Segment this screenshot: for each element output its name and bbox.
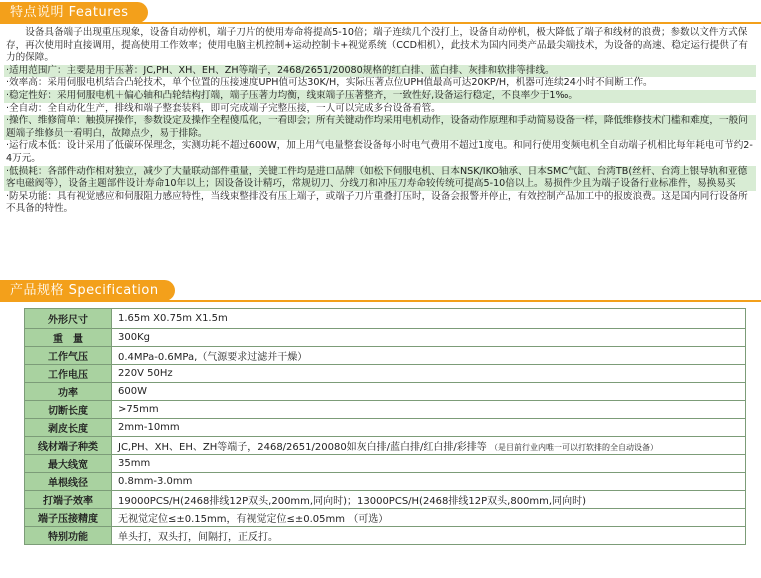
spec-value: 19000PCS/H(2468排线12P双头,200mm,同向时)；13000PCS/H(2468排线12P双头,800mm,同向时) [112,491,746,509]
spec-value: 0.8mm-3.0mm [112,473,746,491]
table-row [25,347,746,365]
features-tab: 特点说明 Features [0,2,148,23]
spec-key: 重 量 [25,329,112,347]
feature-item-range: ·适用范围广：主要是用于压著：JC,PH、XH、EH、ZH等端子，2468/2651/20080规格的红白排、蓝白排、灰排和软排等排线。 [4,65,756,78]
spec-divider [0,300,761,302]
table-row [25,419,746,437]
feature-item-stability: ·稳定性好：采用伺服电机＋偏心轴和凸轮结构打端，端子压著力均衡，线束端子压著整齐，一致性好,设备运行稳定，不良率少于1‰。 [4,90,756,103]
spec-key: 剥皮长度 [25,419,112,437]
table-row [25,527,746,545]
features-section [4,27,756,216]
spec-key: 切断长度 [25,401,112,419]
table-row [25,401,746,419]
features-intro: 设备具备端子出现重压现象，设备自动停机，端子刀片的使用寿命将提高5-10倍；端子连续几个没打上，设备自动停机，极大降低了端子和线材的浪费；参数以文件方式保存，再次使用时直接调用，提高使用工作效率；使用电脑主机控制+运动控制卡+视觉系统（CCD相机），此技术为国内同类产品最尖端技术，为设备的高速、稳定运行提供了有力的保障。 [6,27,748,64]
features-divider [0,22,761,24]
table-row [25,491,746,509]
spec-value: 2mm-10mm [112,419,746,437]
spec-value: 0.4MPa-0.6MPa,（气源要求过滤并干燥） [112,347,746,365]
table-row [25,365,746,383]
spec-tab: 产品规格 Specification [0,280,175,301]
spec-value: 单头打，双头打，间隔打，正反打。 [112,527,746,545]
feature-item-operation: ·操作、维修简单：触摸屏操作，参数设定及操作全程傻瓜化，一看即会；所有关键动作均采用电机动作，设备动作原理和手动简易设备一样，降低维修技术门槛和难度，一般问题端子维修员一看明白，故障点少，易于排除。 [4,115,756,140]
spec-key: 工作电压 [25,365,112,383]
spec-key: 工作气压 [25,347,112,365]
table-row [25,329,746,347]
spec-key: 特别功能 [25,527,112,545]
spec-key: 外形尺寸 [25,309,112,329]
spec-key: 端子压接精度 [25,509,112,527]
table-row [25,473,746,491]
spec-value: 600W [112,383,746,401]
spec-key: 打端子效率 [25,491,112,509]
feature-item-automation: ·全自动：全自动化生产，排线和端子整套装料，即可完成端子完整压接，一人可以完成多台设备看管。 [6,102,441,114]
feature-item-foolproof: ·防呆功能：具有视觉感应和伺服阻力感应特性，当线束整排没有压上端子，或端子刀片重叠打压时，设备会报警并停止，有效控制产品加工中的报废浪费。这是国内同行设备所不具备的特性。 [6,190,748,215]
spec-value: 220V 50Hz [112,365,746,383]
spec-note: （是目前行业内唯一可以打软排的全自动设备） [489,443,658,452]
spec-value: 无视觉定位≤±0.15mm，有视觉定位≤±0.05mm （可选） [112,509,746,527]
feature-item-efficiency: ·效率高：采用伺服电机结合凸轮技术，单个位置的压接速度UPH值可达30K/H，实际压著点位UPH值最高可达20KP/H，机器可连续24小时不间断工作。 [6,77,653,89]
table-row [25,509,746,527]
spec-value: 300Kg [112,329,746,347]
spec-table [24,308,746,545]
spec-value: 1.65m X0.75m X1.5m [112,309,746,329]
spec-value [112,437,746,455]
spec-key: 功率 [25,383,112,401]
spec-key: 单根线径 [25,473,112,491]
feature-item-loss: ·低损耗：各部件动作相对独立，减少了大量联动部件重量，关键工件均是进口品牌（如松下伺服电机、日本NSK/IKO轴承、日本SMC气缸、台湾TB(丝杆、台湾上银导轨和亚德客电磁阀等），设备主题部件设计寿命10年以上；因设备设计精巧，常规切刀、分线刀和冲压刀寿命较传统可提高5-10倍以上。易损件少且为端子设备行业标准件，易换易买 [4,166,756,191]
table-row [25,437,746,455]
table-row [25,383,746,401]
spec-key: 线材端子种类 [25,437,112,455]
spec-value-text: JC,PH、XH、EH、ZH等端子，2468/2651/20080如灰白排/蓝白排/红白排/彩排等 [118,442,487,453]
spec-value: >75mm [112,401,746,419]
table-row [25,455,746,473]
spec-key: 最大线宽 [25,455,112,473]
feature-item-cost: ·运行成本低：设计采用了低碳环保理念，实测功耗不超过600W，加上用气电量整套设备每小时电气费用不超过1度电。和同行使用变频电机全自动端子机相比每年耗电可节约2-4万元。 [6,140,753,164]
table-row [25,309,746,329]
spec-value: 35mm [112,455,746,473]
